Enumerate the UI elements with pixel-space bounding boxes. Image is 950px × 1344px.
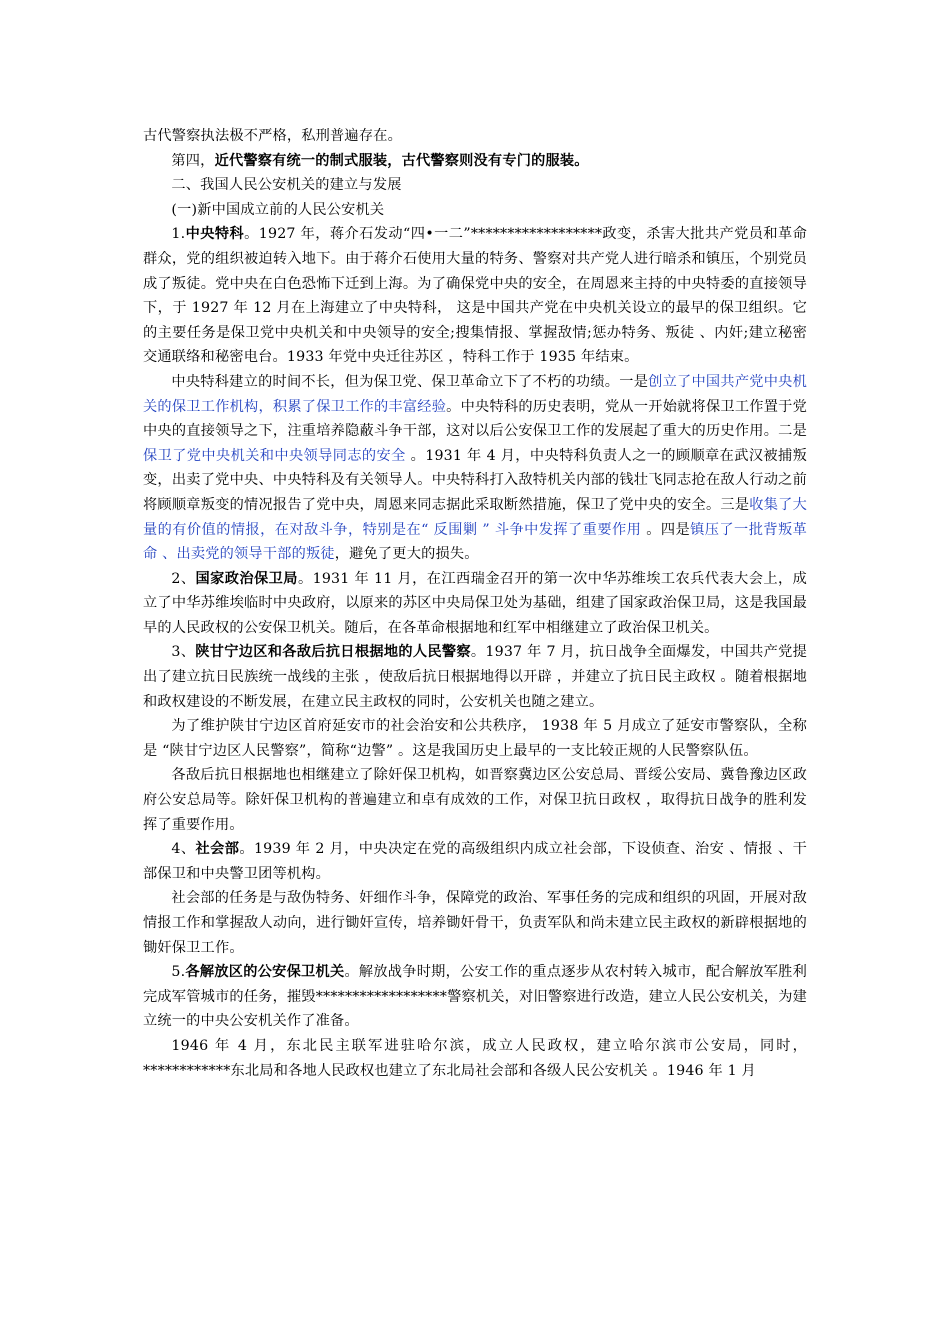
item-text: 。解放战争时期，公安工作的重点逐步从农村转入城市，配合解放军胜利完成军管城市的任务，摧毁******************警察机关，对旧警察进行改造，建立人民公安机关，为建立统一的中央公安机关作了准备。 <box>143 964 808 1030</box>
item-text: 。1927 年，蒋介石发动“四•一二”******************政变，杀害大批共产党员和革命群众，党的组织被迫转入地下。由于蒋介石使用大量的特务、警察对共产党人进行暗杀和镇压，个别党员成了叛徒。党中央在白色恐怖下迁到上海。为了确保党中央的安全，在周恩来主持的中央特委的直接领导下，于 1927 年 12 月在上海建立了中央特科， 这是中国共产党在中央机关设立的最早的保卫组织。它的主要任务是保卫党中央机关和中央领导的安全;搜集情报、掌握敌情;惩办特务、叛徒 、内奸;建立秘密交通联络和秘密电台。1933 年党中央迁往苏区 ，特科工作于 1935 年结束。 <box>143 226 807 366</box>
item-text: 。1937 年 7 月，抗日战争全面爆发，中国共产党提出了建立抗日民族统一战线的主张 ，使敌后抗日根据地得以开辟 ，并建立了抗日民主政权 。随着根据地和政权建设的不断发展，在建立民主政权的同时，公安机关也随之建立。 <box>143 644 807 710</box>
text-run: 。四是 <box>641 521 691 538</box>
highlighted-text: 收集了大量的有价值的情报，在对敌斗争，特别是在“ 反围剿 ” 斗争中发挥了重要作用 <box>143 496 807 538</box>
paragraph-liberated-areas <box>143 960 807 1034</box>
paragraph-central-special-branch <box>143 222 807 370</box>
paragraph-state-political-security <box>143 567 807 641</box>
item-title: 陕甘宁边区和各敌后抗日根据地的人民警察 <box>195 644 471 661</box>
paragraph-anti-traitor-agencies: 各敌后抗日根据地也相继建立了除奸保卫机构，如晋察冀边区公安总局、晋绥公安局、冀鲁豫边区政府公安总局等。除奸保卫机构的普遍建立和卓有成效的工作，对保卫抗日政权 ，取得抗日战争的胜利发挥了重要作用。 <box>143 767 807 833</box>
item-number: 3、 <box>171 644 196 661</box>
item-number: 4、 <box>171 841 196 858</box>
item-text: 。1939 年 2 月，中央决定在党的高级组织内成立社会部，下设侦查、治安 、情报 、干部保卫和中央警卫团等机构。 <box>143 841 807 882</box>
paragraph-0: 古代警察执法极不严格，私刑普遍存在。 <box>143 128 402 144</box>
text-run: 中央特科建立的时间不长，但为保卫党、保卫革命立下了不朽的功绩。一是 <box>171 373 649 390</box>
item-title: 中央特科 <box>185 226 245 243</box>
subsection-heading: (一)新中国成立前的人民公安机关 <box>171 201 385 218</box>
paragraph-social-department <box>143 837 807 886</box>
text-run: ，避免了更大的损失。 <box>334 546 479 563</box>
text-run: 。中央特科的历史表明，党从一开始就将保卫工作置于党中央的直接领导之下，注重培养隐蔽斗争干部，这对以后公安保卫工作的发展起了重大的历史作用。二是 <box>143 398 807 440</box>
item-title: 各解放区的公安保卫机关 <box>185 964 345 981</box>
item-title: 社会部 <box>195 841 240 858</box>
paragraph-1 <box>143 149 807 174</box>
paragraph-harbin: 1946 年 4 月，东北民主联军进驻哈尔滨，成立人民政权，建立哈尔滨市公安局，同时，************东北局和各地人民政权也建立了东北局社会部和各级人民公安机关 。1946 年 1 月 <box>143 1037 807 1079</box>
document-page <box>143 124 807 1083</box>
paragraph-social-department-tasks: 社会部的任务是与敌伪特务、奸细作斗争，保障党的政治、军事任务的完成和组织的巩固，开展对敌情报工作和掌握敌人动向，进行锄奸宣传，培养锄奸骨干，负责军队和尚未建立民主政权的新辟根据地的锄奸保卫工作。 <box>143 890 807 956</box>
item-title: 国家政治保卫局 <box>195 570 298 587</box>
highlighted-text: 创立了中国共产党中央机关的保卫工作机构，积累了保卫工作的丰富经验 <box>143 373 807 415</box>
paragraph-achievements <box>143 370 807 567</box>
paragraph-1-lead: 第四， <box>171 152 215 169</box>
paragraph-yanan-police: 为了维护陕甘宁边区首府延安市的社会治安和公共秩序， 1938 年 5 月成立了延安市警察队，全称是 “陕甘宁边区人民警察”，简称“边警” 。这是我国历史上最早的一支比较正规的人民警察队伍。 <box>143 718 807 759</box>
text-run: 。1931 年 4 月，中央特科负责人之一的顾顺章在武汉被捕叛变，出卖了党中央、中央特科及有关领导人。中央特科打入敌特机关内部的钱壮飞同志抢在敌人行动之前将顾顺章叛变的情况报告了党中央，周恩来同志据此采取断然措施，保卫了党中央的安全。三是 <box>143 447 807 513</box>
paragraph-1-bold: 近代警察有统一的制式服装，古代警察则没有专门的服装。 <box>214 152 589 169</box>
item-number: 2、 <box>171 570 196 587</box>
paragraph-border-region-police <box>143 640 807 714</box>
highlighted-text: 镇压了一批背叛革命 、出卖党的领导干部的叛徒 <box>143 521 808 563</box>
section-heading: 二、我国人民公安机关的建立与发展 <box>171 177 402 194</box>
item-number: 1. <box>171 226 186 243</box>
item-text: 。1931 年 11 月，在江西瑞金召开的第一次中华苏维埃工农兵代表大会上，成立了中华苏维埃临时中央政府，以原来的苏区中央局保卫处为基础，组建了国家政治保卫局，这是我国最早的人民政权的公安保卫机关。随后，在各革命根据地和红军中相继建立了政治保卫机关。 <box>143 570 807 636</box>
item-number: 5. <box>171 964 186 981</box>
highlighted-text: 保卫了党中央机关和中央领导同志的安全 <box>143 447 406 464</box>
